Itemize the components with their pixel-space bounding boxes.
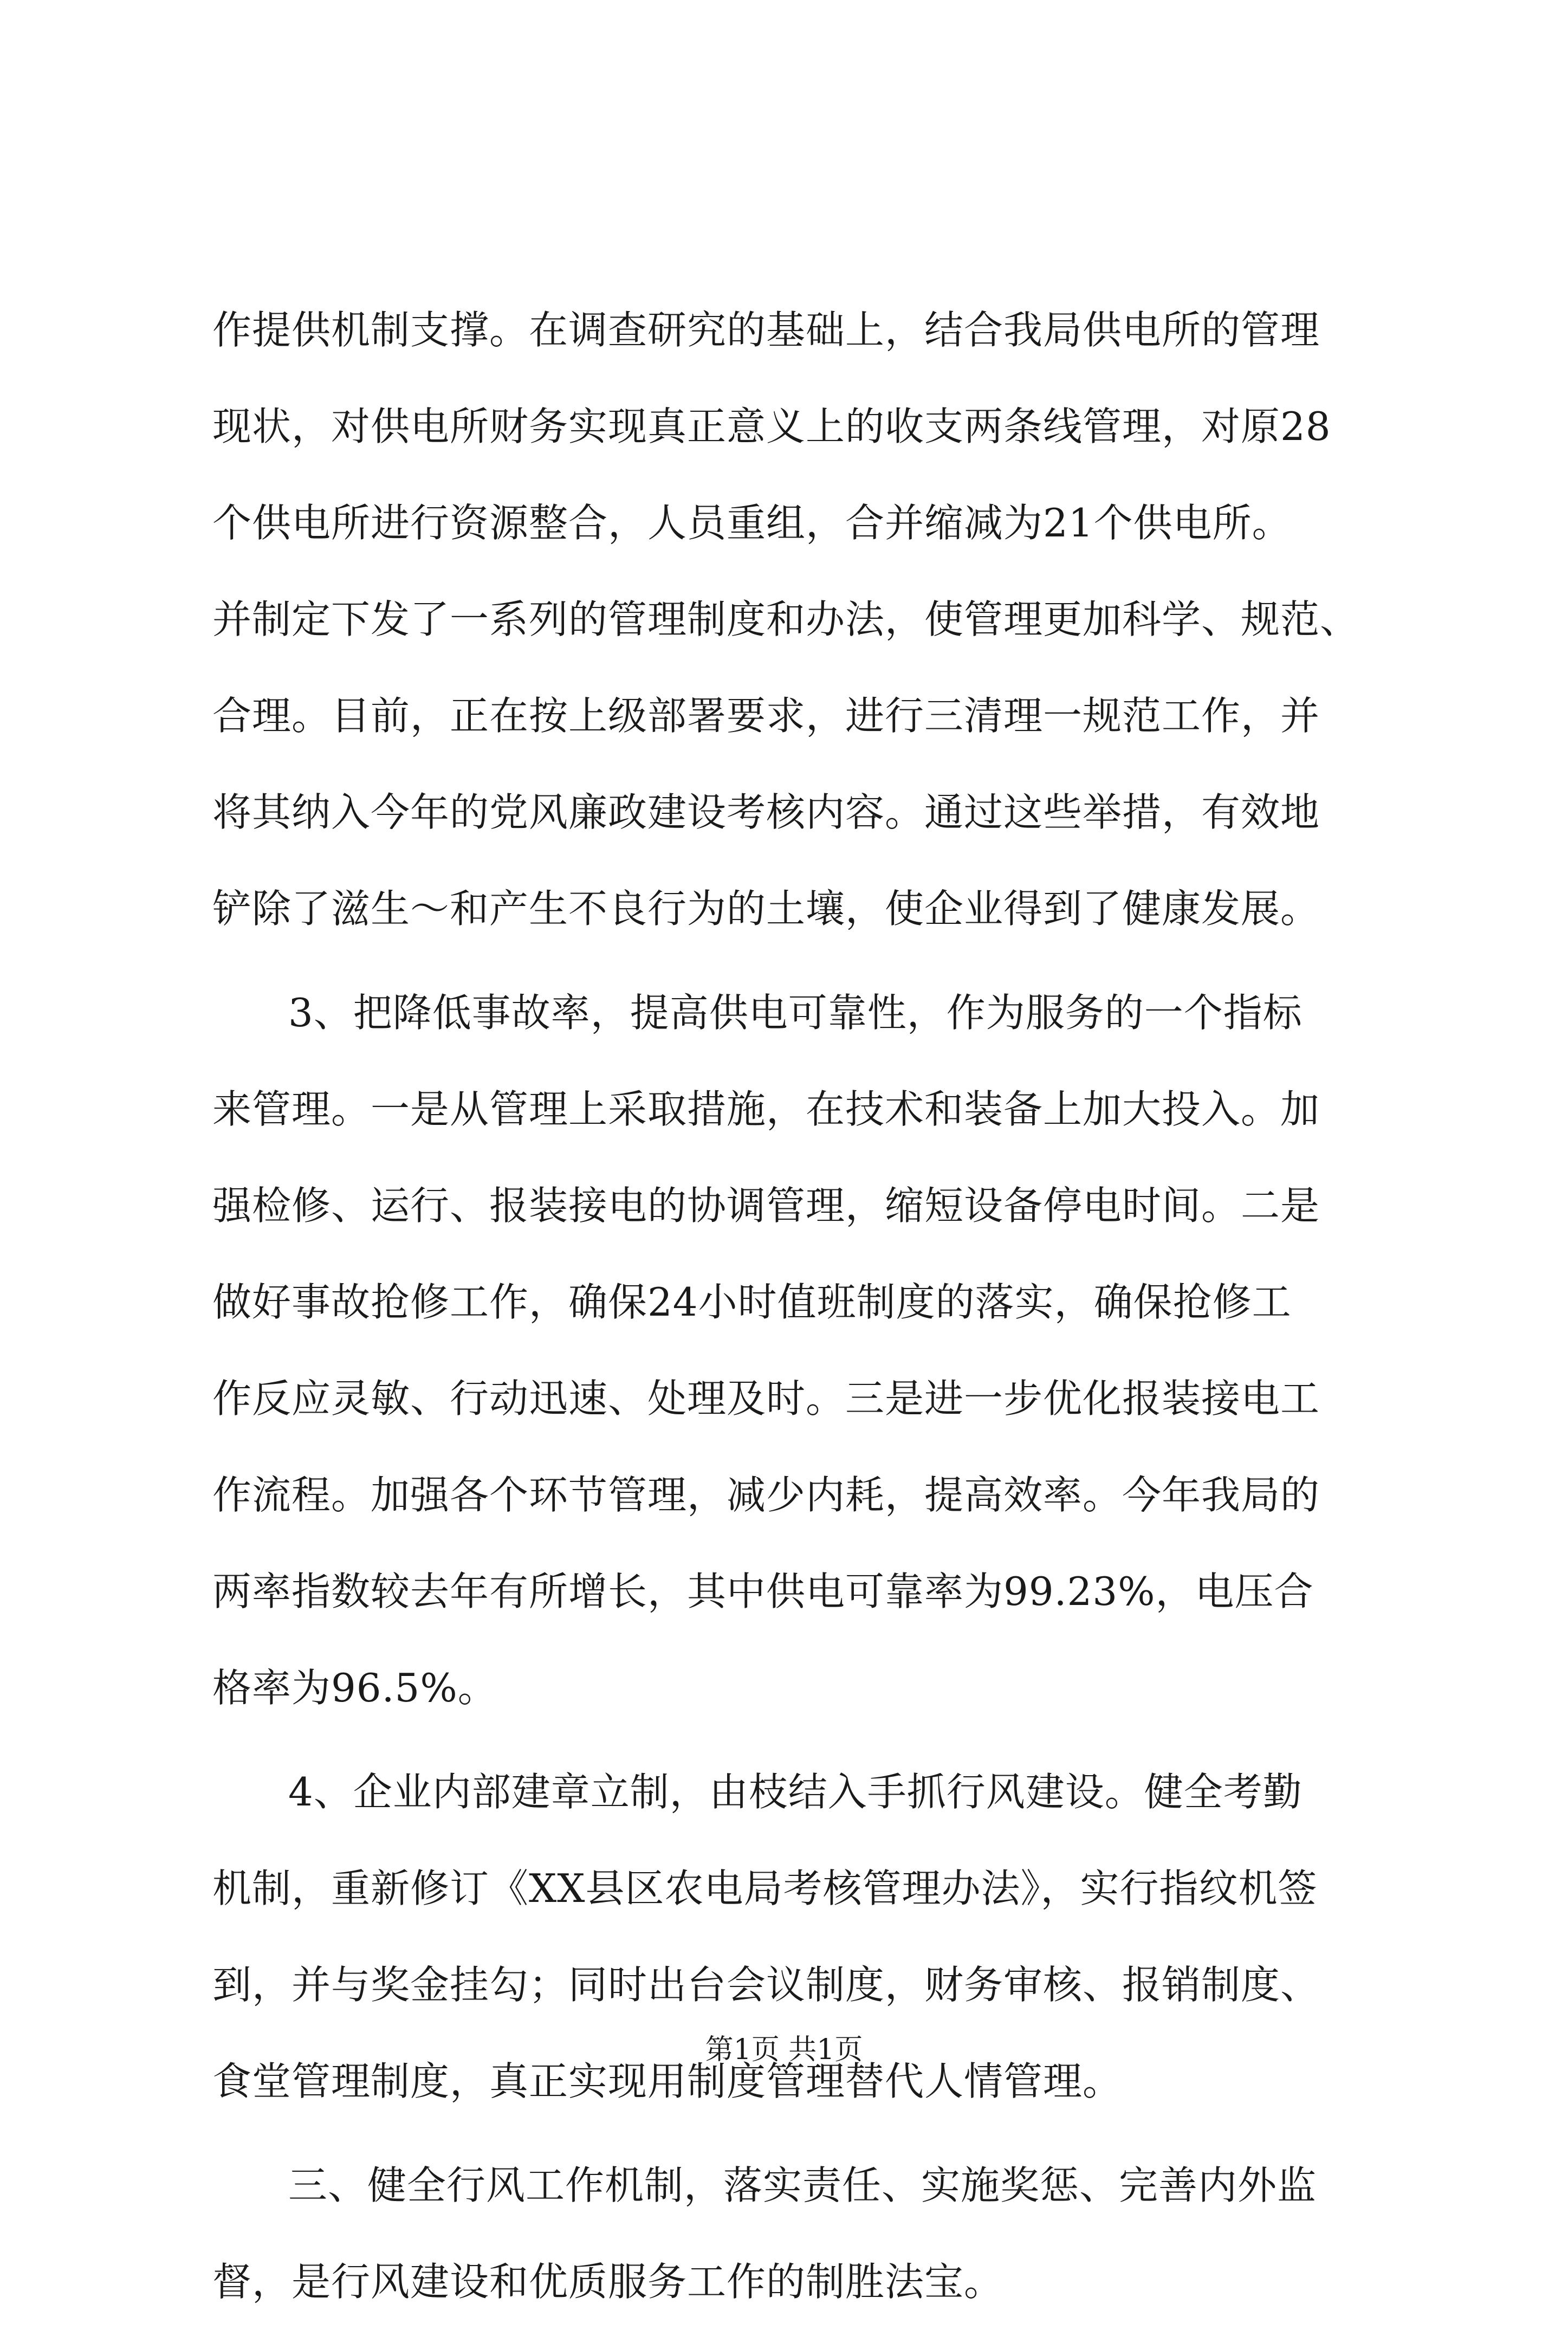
paragraph-start-line: 3、把降低事故率，提高供电可靠性，作为服务的一个指标 xyxy=(288,990,1303,1035)
page-number-footer: 第1页 共1页 xyxy=(705,2034,863,2066)
text-line: 作反应灵敏、行动迅速、处理及时。三是进一步优化报装接电工 xyxy=(212,1376,1320,1421)
text-line: 来管理。一是从管理上采取措施，在技术和装备上加大投入。加 xyxy=(212,1086,1320,1132)
section-heading-line: 三、健全行风工作机制，落实责任、实施奖惩、完善内外监 xyxy=(288,2163,1317,2208)
text-line: 个供电所进行资源整合，人员重组，合并缩减为21个供电所。 xyxy=(212,500,1292,546)
text-line: 食堂管理制度，真正实现用制度管理替代人情管理。 xyxy=(212,2059,1123,2104)
text-line: 机制，重新修订《XX县区农电局考核管理办法》，实行指纹机签 xyxy=(212,1866,1318,1911)
text-line: 现状，对供电所财务实现真正意义上的收支两条线管理，对原28 xyxy=(212,404,1331,449)
text-line: 做好事故抢修工作，确保24小时值班制度的落实，确保抢修工 xyxy=(212,1279,1292,1325)
text-line: 作流程。加强各个环节管理，减少内耗，提高效率。今年我局的 xyxy=(212,1472,1320,1518)
text-line: 并制定下发了一系列的管理制度和办法，使管理更加科学、规范、 xyxy=(212,597,1360,642)
text-line: 督，是行风建设和优质服务工作的制胜法宝。 xyxy=(212,2259,1004,2305)
document-body xyxy=(212,282,1377,2330)
text-line: 铲除了滋生～和产生不良行为的土壤，使企业得到了健康发展。 xyxy=(212,886,1320,931)
text-line: 两率指数较去年有所增长，其中供电可靠率为99.23%，电压合 xyxy=(212,1569,1314,1614)
text-line: 将其纳入今年的党风廉政建设考核内容。通过这些举措，有效地 xyxy=(212,789,1320,835)
text-line: 强检修、运行、报装接电的协调管理，缩短设备停电时间。二是 xyxy=(212,1183,1320,1228)
text-line: 格率为96.5%。 xyxy=(212,1665,497,1711)
text-line: 作提供机制支撑。在调查研究的基础上，结合我局供电所的管理 xyxy=(212,307,1320,353)
text-line: 到，并与奖金挂勾；同时出台会议制度，财务审核、报销制度、 xyxy=(212,1962,1320,2008)
paragraph-start-line: 4、企业内部建章立制，由枝结入手抓行风建设。健全考勤 xyxy=(288,1769,1303,1815)
text-line: 合理。目前，正在按上级部署要求，进行三清理一规范工作，并 xyxy=(212,693,1320,739)
